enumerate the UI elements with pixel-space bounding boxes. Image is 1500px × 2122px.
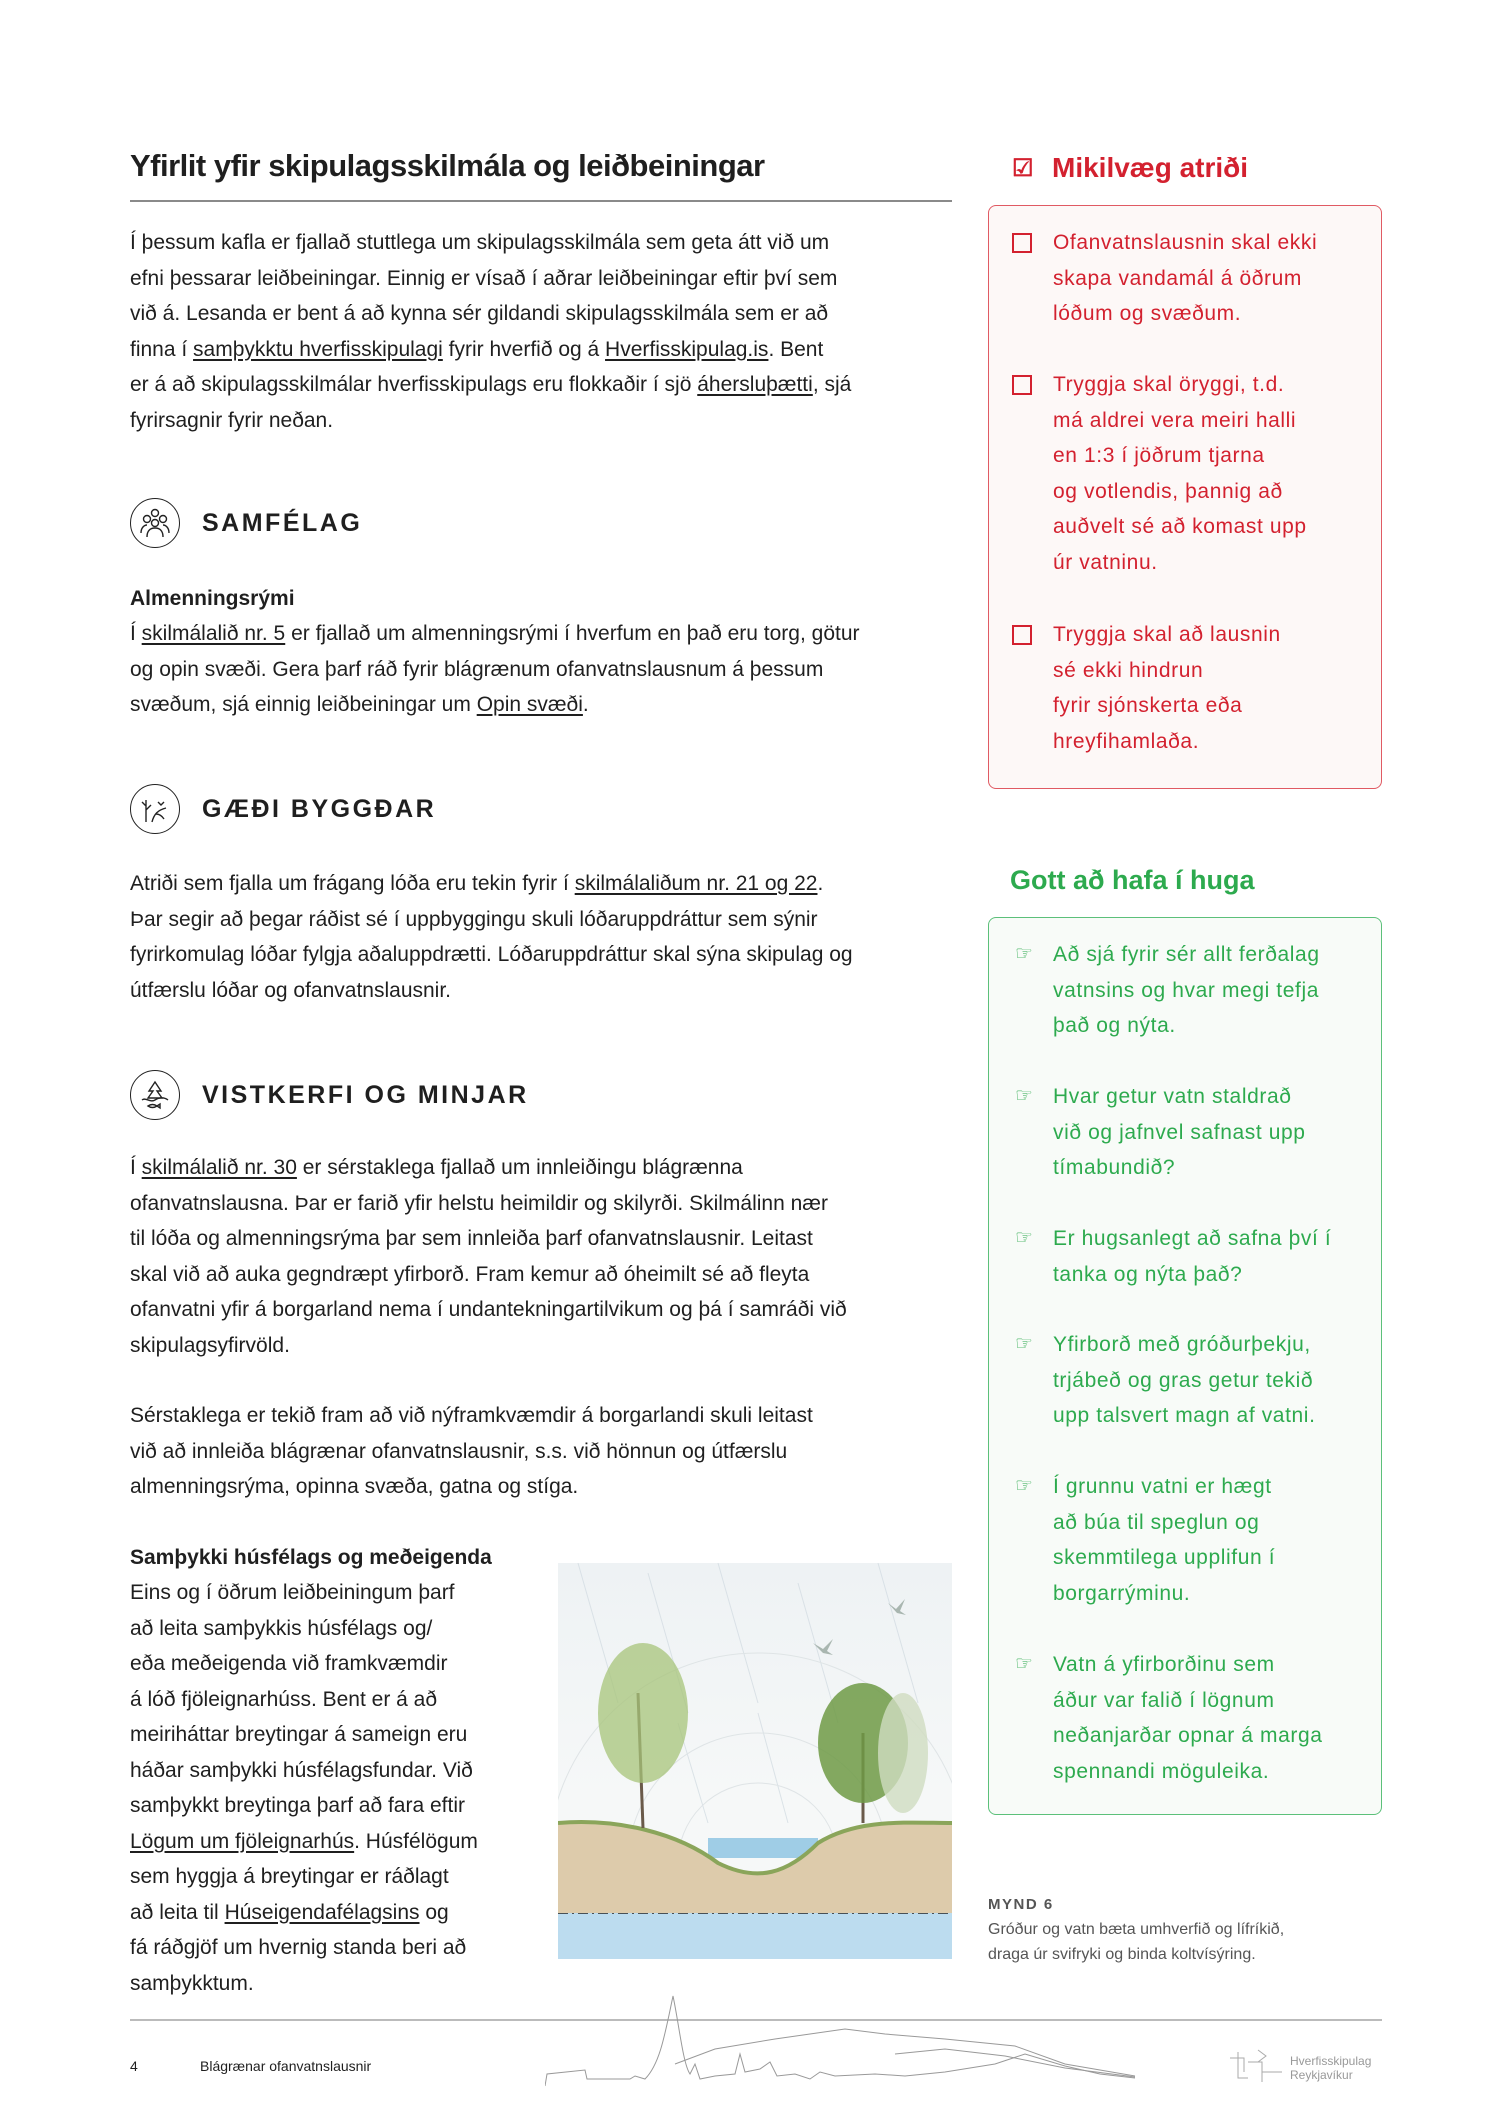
logo-line: Reykjavíkur bbox=[1290, 2068, 1353, 2082]
figure-label: MYND 6 bbox=[988, 1896, 1054, 1913]
text-segment: er fjallað um almenningsrými í hverfum en það eru torg, götur og opin svæði. Gera þarf ráð fyrir blágrænum ofanvatnslausnum á þessum svæðum, sjá einnig leiðbeiningar um bbox=[130, 622, 860, 716]
reference-link[interactable]: áhersluþætti bbox=[697, 373, 813, 396]
reference-link[interactable]: Hverfisskipulag.is bbox=[605, 337, 769, 361]
section-title: GÆÐI BYGGÐAR bbox=[202, 794, 437, 823]
text-segment: Sérstaklega er tekið fram að við nýframkvæmdir á borgarlandi skuli leitast við að innleiða blágrænar ofanvatnslausnir, s.s. við hönnun og útfærslu almenningsrýma, opinna svæða, gatna og stíga. bbox=[130, 1404, 813, 1498]
tip-item: ☞ Að sjá fyrir sér allt ferðalag vatnsins og hvar megi tefja það og nýta. bbox=[1012, 937, 1320, 1044]
title-divider bbox=[130, 200, 952, 202]
reference-link[interactable]: samþykktu hverfisskipulagi bbox=[193, 337, 443, 361]
reference-link[interactable]: skilmálalið nr. 30 bbox=[141, 1156, 297, 1179]
text-segment: , sjá fyrirsagnir fyrir neðan. bbox=[130, 373, 852, 432]
checkbox-icon bbox=[1012, 375, 1032, 395]
tips-title: Gott að hafa í huga bbox=[1010, 865, 1255, 895]
tip-item: ☞ Vatn á yfirborðinu sem áður var falið í lögnum neðanjarðar opnar á marga spennandi möguleika. bbox=[1012, 1647, 1323, 1789]
text-segment: fyrir hverfið og á bbox=[442, 337, 606, 361]
footer-doc-title: Blágrænar ofanvatnslausnir bbox=[200, 2058, 372, 2074]
text-segment: . Húsfélögum sem hyggja á breytingar er ráðlagt að leita til bbox=[130, 1829, 478, 1924]
text-segment: Í þessum kafla er fjallað stuttlega um skipulagsskilmála sem geta átt við um efni þessarar leiðbeiningar. Einnig er vísað í aðrar leiðbeiningar eftir því sem við á. Lesanda er bent á að kynna sér gildandi skipulagsskilmála sem er að finna í bbox=[130, 231, 838, 361]
pointing-hand-icon: ☞ bbox=[1015, 1227, 1034, 1249]
section-header-gaedi-byggdar bbox=[130, 784, 436, 834]
section-title: VISTKERFI OG MINJAR bbox=[202, 1080, 529, 1109]
tip-item: ☞ Hvar getur vatn staldrað við og jafnvel safnast upp tímabundið? bbox=[1012, 1079, 1306, 1186]
pointing-hand-icon: ☞ bbox=[1015, 1085, 1034, 1107]
ecosystem-icon bbox=[130, 1070, 180, 1120]
reference-link[interactable]: Lögum um fjöleignarhús bbox=[130, 1829, 355, 1853]
important-item: Ofanvatnslausnin skal ekki skapa vandamál á öðrum lóðum og svæðum. bbox=[1012, 225, 1317, 332]
important-title: Mikilvæg atriði bbox=[1052, 152, 1249, 183]
checkbox-icon bbox=[1012, 625, 1032, 645]
important-heading bbox=[1012, 152, 1248, 184]
tip-item: ☞ Í grunnu vatni er hægt að búa til speglun og skemmtilega upplifun í borgarrýminu. bbox=[1012, 1469, 1275, 1611]
vistkerfi-paragraph-2 bbox=[130, 1398, 960, 1505]
text-segment: og fá ráðgjöf um hvernig standa beri að samþykktum. bbox=[130, 1900, 467, 1995]
logo-line: Hverfisskipulag bbox=[1290, 2054, 1372, 2068]
checkbox-checked-icon: ☑ bbox=[1012, 155, 1034, 182]
pointing-hand-icon: ☞ bbox=[1015, 1475, 1034, 1497]
reference-link[interactable]: skilmálaliðum nr. 21 og 22 bbox=[574, 872, 818, 895]
reference-link[interactable]: skilmálalið nr. 5 bbox=[141, 622, 286, 645]
checkbox-icon bbox=[1012, 233, 1032, 253]
section-title: SAMFÉLAG bbox=[202, 508, 363, 537]
reference-link[interactable]: Opin svæði bbox=[476, 693, 583, 716]
figure-caption bbox=[988, 1892, 1284, 1967]
hverfisskipulag-logo bbox=[1228, 2048, 1371, 2088]
people-group-icon bbox=[130, 498, 180, 548]
figure-illustration bbox=[558, 1563, 952, 1959]
subheading-samthykki: Samþykki húsfélags og meðeigenda bbox=[130, 1546, 492, 1569]
reference-link[interactable]: Húseigendafélagsins bbox=[224, 1900, 420, 1924]
building-quality-icon bbox=[130, 784, 180, 834]
text-segment: . Þar segir að þegar ráðist sé í uppbyggingu skuli lóðaruppdráttur sem sýnir fyrirkomulag lóðar fylgja aðaluppdrætti. Lóðaruppdráttur skal sýna skipulag og útfærslu lóðar og ofanvatnslausnir. bbox=[130, 872, 853, 1002]
pointing-hand-icon: ☞ bbox=[1015, 943, 1034, 965]
text-segment: . bbox=[582, 693, 589, 716]
important-item: Tryggja skal að lausnin sé ekki hindrun fyrir sjónskerta eða hreyfihamlaða. bbox=[1012, 617, 1281, 759]
intro-paragraph bbox=[130, 225, 960, 438]
text-segment: Í bbox=[130, 1156, 142, 1179]
vistkerfi-paragraph bbox=[130, 1150, 960, 1363]
samthykki-paragraph bbox=[130, 1575, 550, 2001]
subheading-almenningsrymi: Almenningsrými bbox=[130, 587, 295, 610]
gaedi-paragraph bbox=[130, 866, 960, 1008]
text-segment: er sérstaklega fjallað um innleiðingu blágrænna ofanvatnslausna. Þar er farið yfir helstu heimildir og skilyrði. Skilmálinn nær til lóða og almenningsrýma þar sem innleiða þarf ofanvatnslausnir. Leitast skal við að auka gegndræpt yfirborð. Fram kemur að óheimilt sé að fleyta ofanvatni yfir á borgarland nema í undantekningartilvikum og þá í samráði við skipulagsyfirvöld. bbox=[130, 1156, 847, 1357]
page-number: 4 bbox=[130, 2058, 138, 2074]
pointing-hand-icon: ☞ bbox=[1015, 1333, 1034, 1355]
tip-item: ☞ Yfirborð með gróðurþekju, trjábeð og gras getur tekið upp talsvert magn af vatni. bbox=[1012, 1327, 1316, 1434]
text-segment: . Bent er á að skipulagsskilmálar hverfisskipulags eru flokkaðir í sjö bbox=[130, 337, 824, 396]
skyline-illustration bbox=[545, 1994, 1165, 2089]
logo-mark-icon bbox=[1228, 2048, 1286, 2088]
text-segment: Atriði sem fjalla um frágang lóða eru tekin fyrir í bbox=[130, 872, 575, 895]
caption-line: Gróður og vatn bæta umhverfið og lífríkið, bbox=[988, 1921, 1285, 1938]
important-item: Tryggja skal öryggi, t.d. má aldrei vera meiri halli en 1:3 í jöðrum tjarna og votlendis, þannig að auðvelt sé að komast upp úr vatninu. bbox=[1012, 367, 1307, 580]
page-title: Yfirlit yfir skipulagsskilmála og leiðbeiningar bbox=[130, 148, 765, 183]
text-segment: Eins og í öðrum leiðbeiningum þarf að leita samþykkis húsfélags og/ eða meðeigenda við framkvæmdir á lóð fjöleignarhúss. Bent er á að meiriháttar breytingar á sameign eru háðar samþykki húsfélagsfundar. Við samþykkt breytinga þarf að fara eftir bbox=[130, 1581, 473, 1817]
pointing-hand-icon: ☞ bbox=[1015, 1653, 1034, 1675]
text-segment: Í bbox=[130, 622, 142, 645]
samfelag-paragraph bbox=[130, 616, 960, 723]
caption-line: draga úr svifryki og binda koltvísýring. bbox=[988, 1946, 1256, 1963]
tip-item: ☞ Er hugsanlegt að safna því í tanka og nýta það? bbox=[1012, 1221, 1331, 1292]
section-header-samfelag bbox=[130, 498, 362, 548]
section-header-vistkerfi bbox=[130, 1070, 529, 1120]
